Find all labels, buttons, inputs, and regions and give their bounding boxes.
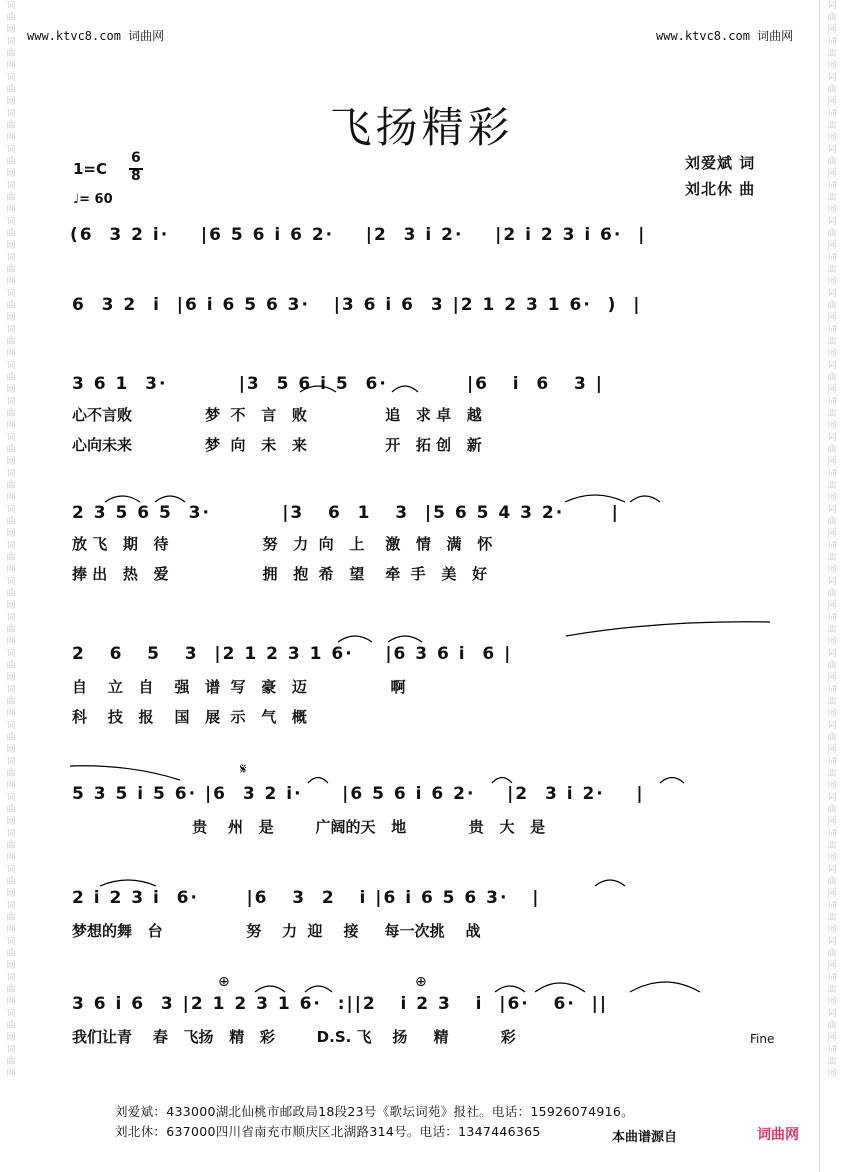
source-label: 本曲谱源自 bbox=[612, 1130, 678, 1145]
tie-arc bbox=[495, 986, 525, 992]
lyrics-verse-1: 心不言败 梦 不 言 败 追 求 卓 越 bbox=[72, 406, 482, 424]
left-watermark-strip: 词曲网词曲网词曲网词曲网词曲网词曲网词曲网词曲网词曲网词曲网词曲网词曲网词曲网词曲网词曲网词曲网词曲网词曲网词曲网词曲网词曲网词曲网词曲网词曲网词曲网词曲网词曲网词曲网词曲网词曲网 bbox=[6, 1, 16, 1079]
tie-arc bbox=[155, 496, 185, 502]
lyrics-verse-1: 自 立 自 强 谱 写 豪 迈 啊 bbox=[72, 678, 406, 696]
lyrics-verse-2: 心向未来 梦 向 未 来 开 拓 创 新 bbox=[72, 436, 482, 454]
segno-icon: 𝄋 bbox=[240, 760, 247, 778]
coda-icon: ⊕ bbox=[415, 974, 427, 990]
tie-arc bbox=[105, 496, 140, 502]
tie-arc bbox=[565, 495, 625, 502]
tempo-mark: ♩= 60 bbox=[73, 192, 113, 207]
tie-arc bbox=[630, 982, 700, 992]
notation-line: 5 3 5 i 5 6· |6 3 2 i· |6 5 6 i 6 2· |2 3 i 2· | bbox=[72, 784, 645, 804]
lyrics-verse-2: 科 技 报 国 展 示 气 概 bbox=[72, 708, 307, 726]
notation-line: 3 6 i 6 3 |2 1 2 3 1 6· :||2 i 2 3 i |6· 6· || bbox=[72, 994, 609, 1014]
footer-lyricist-address: 刘爱斌：433000湖北仙桃市邮政局18段23号《歌坛词苑》报社。电话：15926074916。 bbox=[115, 1104, 634, 1119]
lyricist-credit: 刘爱斌 词 bbox=[685, 154, 756, 172]
tie-arc bbox=[535, 983, 585, 992]
lyrics-verse-2: 捧 出 热 爱 拥 抱 希 望 牵 手 美 好 bbox=[72, 565, 487, 583]
fine-mark: Fine bbox=[750, 1032, 775, 1046]
lyrics-verse-1: 放 飞 期 待 努 力 向 上 激 情 满 怀 bbox=[72, 535, 493, 553]
footer-composer-address: 刘北休：637000四川省南充市顺庆区北湖路314号。电话：1347446365 bbox=[115, 1124, 541, 1139]
header-site-left[interactable]: www.ktvc8.com 词曲网 bbox=[27, 29, 165, 43]
tie-arc bbox=[300, 386, 336, 392]
quarter-note-icon: ♩ bbox=[73, 192, 80, 207]
slur-arc bbox=[566, 622, 770, 636]
song-title: 飞扬精彩 bbox=[329, 103, 514, 152]
lyrics-verse-1: 贵 州 是 广阔的天 地 贵 大 是 bbox=[72, 818, 546, 836]
tie-arc bbox=[595, 880, 625, 886]
tie-arc bbox=[100, 880, 156, 886]
tie-arc bbox=[255, 986, 285, 992]
tie-arc bbox=[308, 778, 328, 784]
time-signature-bottom: 8 bbox=[131, 168, 141, 184]
notation-line: 2 3 5 6 5 3· |3 6 1 3 |5 6 5 4 3 2· | bbox=[72, 503, 620, 523]
header-site-right[interactable]: www.ktvc8.com 词曲网 bbox=[656, 29, 794, 43]
tie-arc bbox=[660, 778, 684, 784]
notation-line: 2 6 5 3 |2 1 2 3 1 6· |6 3 6 i 6 | bbox=[72, 644, 513, 664]
coda-icon: ⊕ bbox=[218, 974, 230, 990]
tie-arc bbox=[388, 636, 422, 642]
composer-credit: 刘北休 曲 bbox=[685, 180, 756, 198]
notation-line: 2 i 2 3 i 6· |6 3 2 i |6 i 6 5 6 3· | bbox=[72, 888, 541, 908]
notation-line: 6 3 2 i |6 i 6 5 6 3· |3 6 i 6 3 |2 1 2 3 1 6· ) | bbox=[72, 295, 642, 315]
tie-arc bbox=[630, 496, 660, 502]
site-logo[interactable]: 词曲网 bbox=[757, 1127, 799, 1143]
lyrics-verse-1: 梦想的舞 台 努 力 迎 接 每一次挑 战 bbox=[72, 922, 481, 940]
tie-arc bbox=[492, 778, 512, 784]
time-signature-top: 6 bbox=[131, 150, 141, 166]
lyrics-verse-1: 我们让青 春 飞扬 精 彩 D.S. 飞 扬 精 彩 bbox=[72, 1028, 516, 1046]
slur-arc bbox=[70, 766, 180, 780]
tie-arc bbox=[338, 636, 372, 642]
tie-arc bbox=[392, 386, 418, 392]
tie-arc bbox=[305, 986, 332, 992]
notation-line: 3 6 1 3· |3 5 6 i 5 6· |6 i 6 3 | bbox=[72, 374, 604, 394]
notation-line: (6 3 2 i· |6 5 6 i 6 2· |2 3 i 2· |2 i 2 3 i 6· | bbox=[70, 225, 647, 245]
right-watermark-strip: 词曲网词曲网词曲网词曲网词曲网词曲网词曲网词曲网词曲网词曲网词曲网词曲网词曲网词曲网词曲网词曲网词曲网词曲网词曲网词曲网词曲网词曲网词曲网词曲网词曲网词曲网词曲网词曲网词曲网词曲网 bbox=[827, 1, 837, 1079]
key-signature: 1=C bbox=[73, 160, 108, 178]
